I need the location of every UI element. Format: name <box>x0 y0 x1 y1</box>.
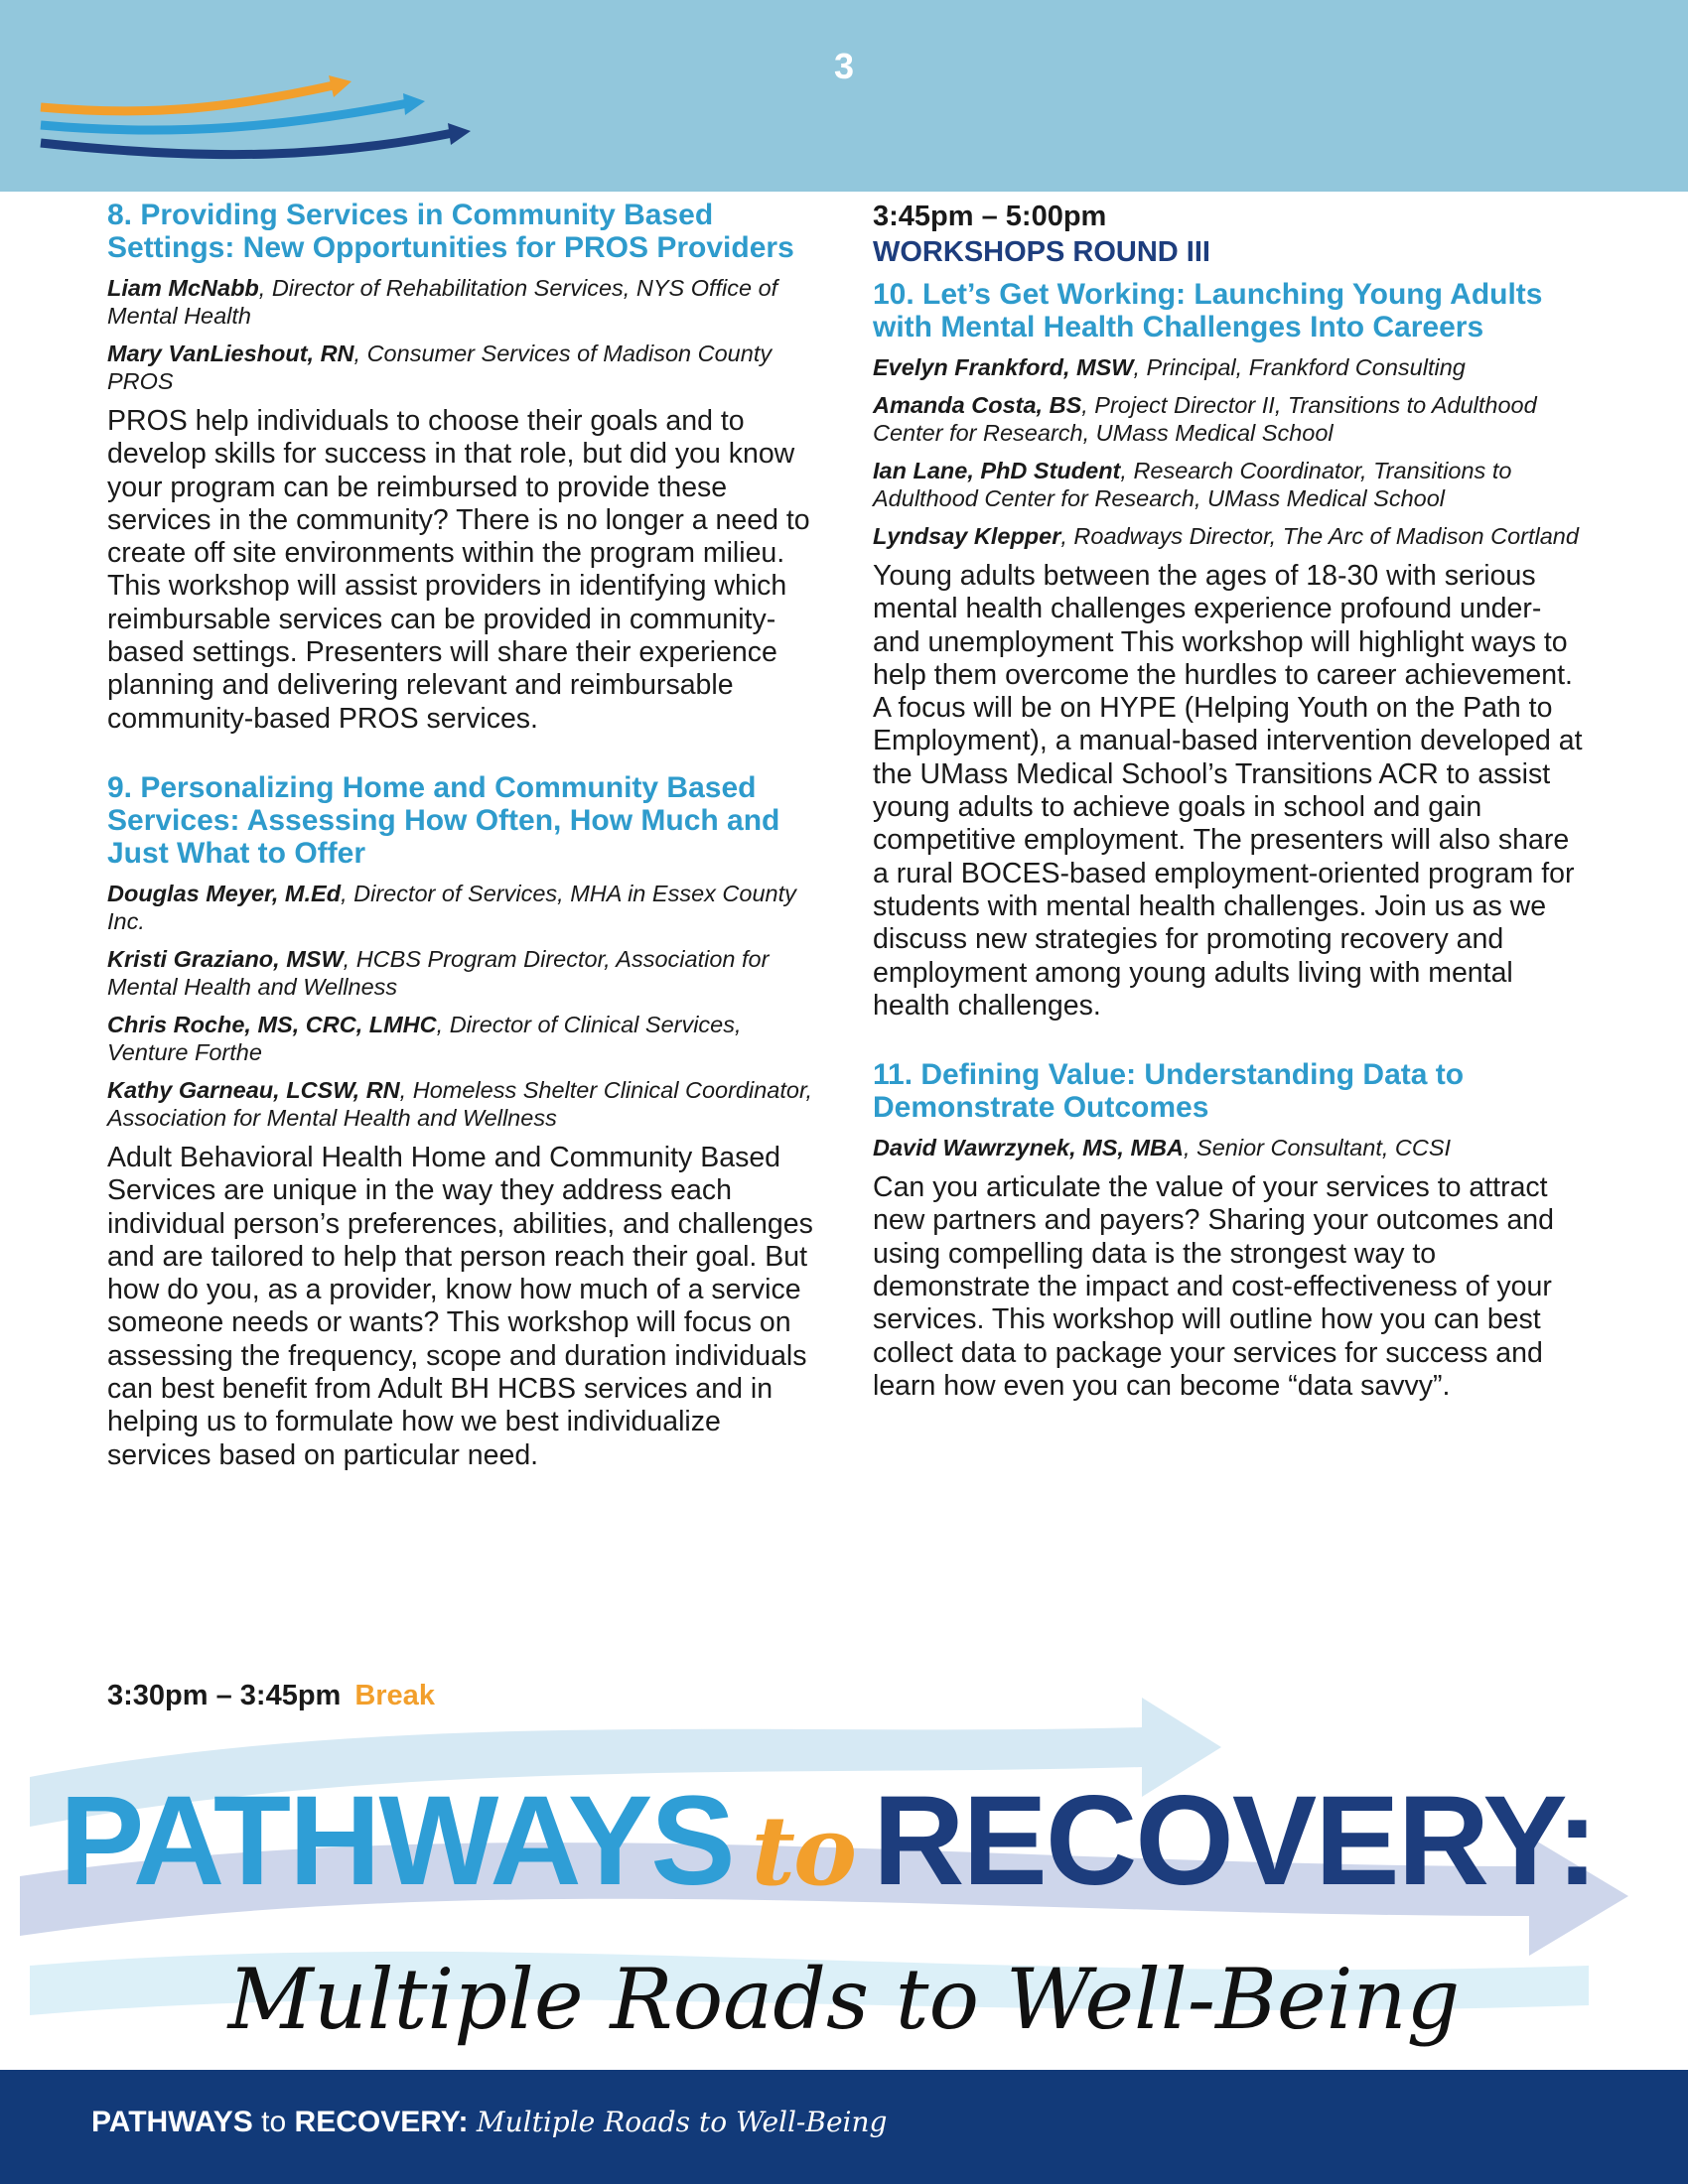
footer-to: to <box>261 2106 287 2138</box>
presenter: Amanda Costa, BS, Project Director II, Transitions to Adulthood Center for Research, UMass Medical School <box>873 392 1537 446</box>
presenter: Kristi Graziano, MSW, HCBS Program Director, Association for Mental Health and Wellness <box>107 945 770 1000</box>
workshop-8-description: PROS help individuals to choose their goals and to develop skills for success in that role, but did you know your program can be reimbursed to provide these services in the community? There is no longer a need to create off site environments within the program milieu. This workshop will assist providers in identifying which reimbursable services can be provided in community-based settings. Presenters will share their experience planning and delivering relevant and reimbursable community-based PROS services. <box>107 405 810 735</box>
arrows-logo-icon <box>36 68 473 167</box>
banner-recovery: RECOVERY: <box>873 1770 1597 1912</box>
session-round: WORKSHOPS ROUND III <box>873 236 1210 268</box>
footer-recovery: RECOVERY: <box>294 2106 469 2138</box>
presenter: Kathy Garneau, LCSW, RN, Homeless Shelter Clinical Coordinator, Association for Mental Health and Wellness <box>107 1076 813 1131</box>
workshop-9-title: 9. Personalizing Home and Community Based Services: Assessing How Often, How Much and Just What to Offer <box>107 770 780 870</box>
banner-to: to <box>751 1795 855 1907</box>
presenter: Lyndsay Klepper, Roadways Director, The Arc of Madison Cortland <box>873 523 1579 549</box>
banner-subtitle: Multiple Roads to Well-Being <box>227 1951 1461 2048</box>
break-label: Break <box>354 1680 435 1711</box>
presenter: Liam McNabb, Director of Rehabilitation Services, NYS Office of Mental Health <box>107 275 778 329</box>
presenter: Evelyn Frankford, MSW, Principal, Frankford Consulting <box>873 354 1466 380</box>
left-column <box>107 199 822 1472</box>
presenter: Chris Roche, MS, CRC, LMHC, Director of Clinical Services, Venture Forthe <box>107 1011 742 1065</box>
presenter: Douglas Meyer, M.Ed, Director of Services, MHA in Essex County Inc. <box>107 880 796 934</box>
right-column <box>873 199 1588 1403</box>
presenter: Ian Lane, PhD Student, Research Coordinator, Transitions to Adulthood Center for Research, UMass Medical School <box>873 458 1512 511</box>
workshop-10-description: Young adults between the ages of 18-30 with serious mental health challenges experience profound under-and unemployment This workshop will highlight ways to help them overcome the hurdles to career achievement. A focus will be on HYPE (Helping Youth on the Path to Employment), a manual-based intervention developed at the UMass Medical School’s Transitions ACR to assist young adults to achieve goals in school and gain competitive employment. The presenters will also share a rural BOCES-based employment-oriented program for students with mental health challenges. Join us as we discuss new strategies for promoting recovery and employment among young adults living with mental health challenges. <box>873 560 1583 1022</box>
session-time: 3:45pm – 5:00pm <box>873 201 1107 232</box>
footer-subtitle: Multiple Roads to Well-Being <box>476 2106 888 2138</box>
footer-pathways: PATHWAYS <box>91 2106 253 2138</box>
page-number: 3 <box>833 46 855 86</box>
workshop-10-title: 10. Let’s Get Working: Launching Young Adults with Mental Health Challenges Into Careers <box>873 278 1543 343</box>
break-time: 3:30pm – 3:45pm <box>107 1680 342 1711</box>
banner-pathways: PATHWAYS <box>60 1770 734 1912</box>
footer-title <box>91 2106 887 2139</box>
workshop-11-title: 11. Defining Value: Understanding Data to Demonstrate Outcomes <box>873 1058 1465 1125</box>
workshop-9-description: Adult Behavioral Health Home and Community Based Services are unique in the way they address each individual person’s preferences, abilities, and challenges and are tailored to help that person reach their goal. But how do you, as a provider, know how much of a service someone needs or wants? This workshop will focus on assessing the frequency, scope and duration individuals can best benefit from Adult BH HCBS services and in helping us to formulate how we best individualize services based on particular need. <box>107 1141 813 1471</box>
workshop-11-description: Can you articulate the value of your services to attract new partners and payers? Sharing your outcomes and using compelling data is the strongest way to demonstrate the impact and cost-effectiveness of your services. This workshop will outline how you can best collect data to package your services for success and learn how even you can become “data savvy”. <box>873 1171 1554 1402</box>
page-footer <box>0 2070 1688 2184</box>
page-header <box>0 0 1688 192</box>
presenter: Mary VanLieshout, RN, Consumer Services of Madison County PROS <box>107 341 773 394</box>
banner-title <box>60 1770 1597 1916</box>
presenter: David Wawrzynek, MS, MBA, Senior Consultant, CCSI <box>873 1135 1452 1161</box>
workshop-8-title: 8. Providing Services in Community Based Settings: New Opportunities for PROS Providers <box>107 199 794 264</box>
